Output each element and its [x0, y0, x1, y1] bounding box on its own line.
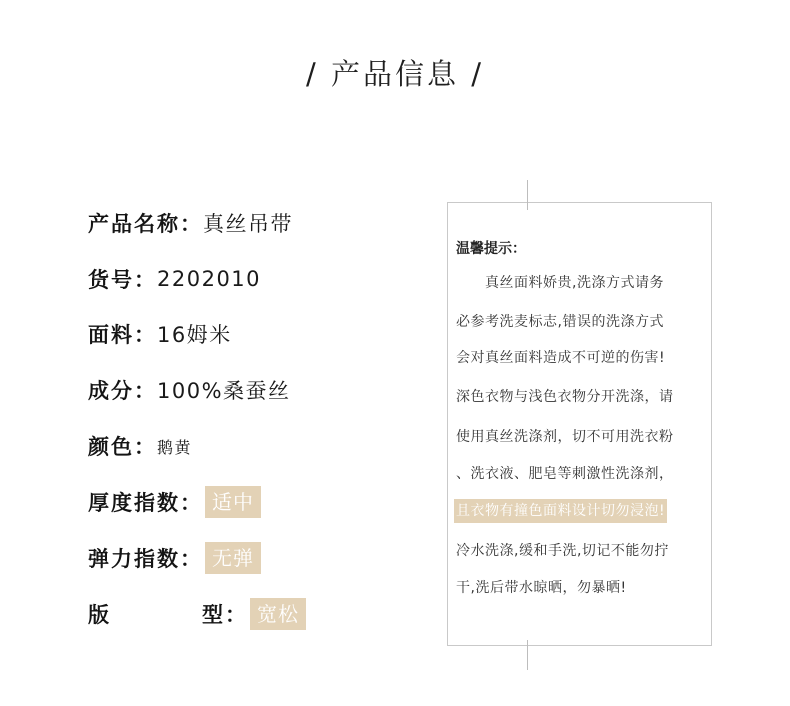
notice-line: 深色衣物与浅色衣物分开洗涤，请 — [456, 389, 674, 405]
spec-value: 16姆米 — [157, 323, 232, 347]
spec-row-name — [88, 205, 293, 241]
notice-line: 会对真丝面料造成不可逆的伤害! — [456, 350, 666, 366]
spec-label: 产品名称： — [88, 212, 203, 236]
spec-label: 颜色： — [88, 435, 157, 459]
spec-row-fit — [88, 596, 306, 632]
spec-row-sku — [88, 261, 261, 297]
spec-row-fabric — [88, 316, 232, 352]
notice-line: 使用真丝洗涤剂，切不可用洗衣粉 — [456, 429, 674, 445]
notice-line-highlight: 且衣物有撞色面料设计切勿浸泡! — [454, 499, 667, 523]
notice-line: 必参考洗麦标志,错误的洗涤方式 — [456, 314, 664, 330]
elasticity-tag: 无弹 — [205, 542, 261, 574]
spec-label: 成分： — [88, 379, 157, 403]
spec-label: 弹力指数： — [88, 547, 203, 571]
notice-top-divider — [527, 180, 528, 210]
fit-tag: 宽松 — [250, 598, 306, 630]
spec-row-color — [88, 428, 192, 464]
notice-bottom-divider — [527, 640, 528, 670]
spec-value: 鹅黄 — [157, 437, 193, 457]
spec-value: 2202010 — [157, 267, 262, 291]
spec-label: 厚度指数： — [88, 491, 203, 515]
thickness-tag: 适中 — [205, 486, 261, 518]
notice-line: 干,洗后带水晾晒，勿暴晒! — [456, 580, 627, 596]
notice-line: 冷水洗涤,缓和手洗,切记不能勿拧 — [456, 543, 669, 559]
spec-label: 型： — [202, 603, 248, 627]
spec-row-thickness — [88, 484, 261, 520]
spec-row-elasticity — [88, 540, 261, 576]
notice-line: 、洗衣液、肥皂等刺激性洗涤剂， — [456, 466, 674, 482]
spec-value: 100%桑蚕丝 — [157, 379, 291, 403]
spec-label: 货号： — [88, 268, 157, 292]
notice-line: 真丝面料娇贵,洗涤方式请务 — [456, 275, 664, 291]
spec-label: 版 — [88, 603, 109, 627]
spec-label: 面料： — [88, 323, 157, 347]
spec-row-composition — [88, 372, 291, 408]
notice-title: 温馨提示： — [456, 241, 526, 257]
page-title: / 产品信息 / — [306, 57, 484, 91]
spec-value: 真丝吊带 — [203, 212, 293, 236]
